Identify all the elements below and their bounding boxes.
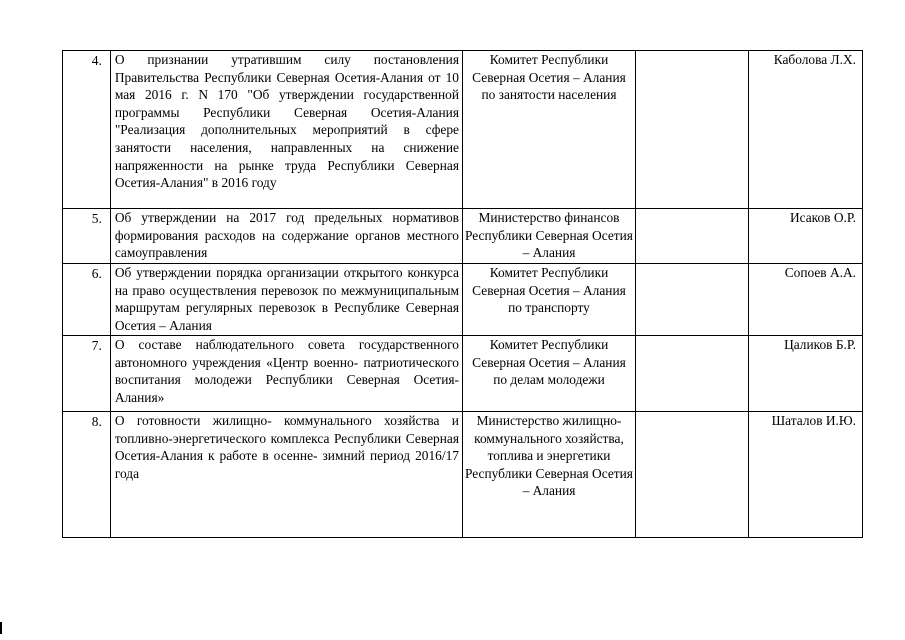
table-row [63,264,863,336]
blank-cell [636,264,749,336]
blank-cell [636,336,749,412]
scan-edge-mark [0,622,2,634]
table-row [63,412,863,538]
blank-cell [636,209,749,264]
executor-cell: Комитет Республики Северная Осетия – Алания по транспорту [462,264,635,336]
row-number: 5. [63,209,111,264]
responsible-cell: Цаликов Б.Р. [748,336,862,412]
document-title: О признании утратившим силу постановления Правительства Республики Северная Осетия-Алания от 10 мая 2016 г. N 170 "Об утверждении государственной программы Республики Северная Осетия-Алания "Реализация дополнительных мероприятий в сфере занятости населения, направленных на снижение напряженности на рынке труда Республики Северная Осетия-Алания" в 2016 году [110,51,462,209]
schedule-table [62,50,863,538]
document-title: Об утверждении на 2017 год предельных нормативов формирования расходов на содержание органов местного самоуправления [110,209,462,264]
blank-cell [636,412,749,538]
row-number: 6. [63,264,111,336]
blank-cell [636,51,749,209]
executor-cell: Комитет Республики Северная Осетия – Алания по делам молодежи [462,336,635,412]
table-row [63,209,863,264]
table-row [63,336,863,412]
row-number: 8. [63,412,111,538]
document-title: Об утверждении порядка организации открытого конкурса на право осуществления перевозок по межмуниципальным маршрутам регулярных перевозок в Республике Северная Осетия – Алания [110,264,462,336]
document-title: О составе наблюдательного совета государственного автономного учреждения «Центр военно- патриотического воспитания молодежи Республики Северная Осетия-Алания» [110,336,462,412]
executor-cell: Комитет Республики Северная Осетия – Алания по занятости населения [462,51,635,209]
responsible-cell: Исаков О.Р. [748,209,862,264]
row-number: 7. [63,336,111,412]
responsible-cell: Каболова Л.Х. [748,51,862,209]
row-number: 4. [63,51,111,209]
executor-cell: Министерство жилищно-коммунального хозяйства, топлива и энергетики Республики Северная Осетия – Алания [462,412,635,538]
responsible-cell: Шаталов И.Ю. [748,412,862,538]
table-row [63,51,863,209]
document-title: О готовности жилищно- коммунального хозяйства и топливно-энергетического комплекса Республики Северная Осетия-Алания к работе в осенне- зимний период 2016/17 года [110,412,462,538]
executor-cell: Министерство финансов Республики Северная Осетия – Алания [462,209,635,264]
responsible-cell: Сопоев А.А. [748,264,862,336]
